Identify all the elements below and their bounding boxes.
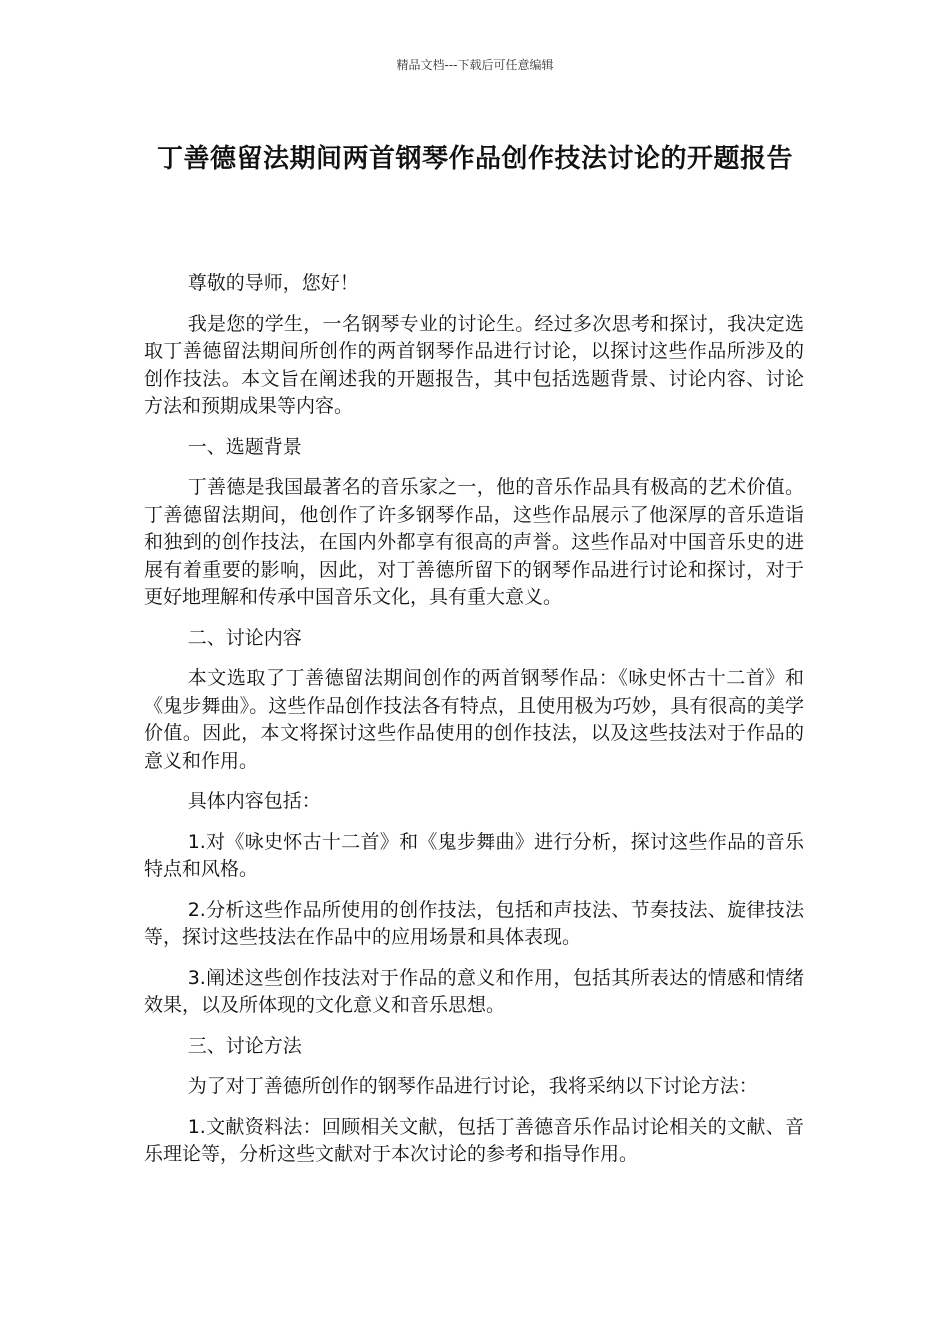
section-heading-method: 三、讨论方法: [187, 1034, 302, 1057]
method-item-1: 1.文献资料法：回顾相关文献，包括丁善德音乐作品讨论相关的文献、音乐理论等，分析这些文献对于本次讨论的参考和指导作用。: [144, 1115, 804, 1165]
section-heading-content: 二、讨论内容: [187, 626, 302, 649]
intro-paragraph: 我是您的学生，一名钢琴专业的讨论生。经过多次思考和探讨，我决定选取丁善德留法期间所创作的两首钢琴作品进行讨论，以探讨这些作品所涉及的创作技法。本文旨在阐述我的开题报告，其中包括选题背景、讨论内容、讨论方法和预期成果等内容。: [144, 312, 804, 417]
background-paragraph: 丁善德是我国最著名的音乐家之一，他的音乐作品具有极高的艺术价值。丁善德留法期间，他创作了许多钢琴作品，这些作品展示了他深厚的音乐造诣和独到的创作技法，在国内外都享有很高的声誉。这些作品对中国音乐史的进展有着重要的影响，因此，对丁善德所留下的钢琴作品进行讨论和探讨，对于更好地理解和传承中国音乐文化，具有重大意义。: [144, 476, 804, 608]
content-item-1: 1.对《咏史怀古十二首》和《鬼步舞曲》进行分析，探讨这些作品的音乐特点和风格。: [144, 830, 804, 880]
content-paragraph: 本文选取了丁善德留法期间创作的两首钢琴作品：《咏史怀古十二首》和《鬼步舞曲》。这些作品创作技法各有特点，且使用极为巧妙，具有很高的美学价值。因此，本文将探讨这些作品使用的创作技法，以及这些技法对于作品的意义和作用。: [144, 667, 804, 772]
content-list-intro: 具体内容包括：: [187, 790, 321, 812]
method-intro: 为了对丁善德所创作的钢琴作品进行讨论，我将采纳以下讨论方法：: [187, 1075, 758, 1097]
document-title: 丁善德留法期间两首钢琴作品创作技法讨论的开题报告: [156, 144, 793, 174]
content-item-2: 2.分析这些作品所使用的创作技法，包括和声技法、节奏技法、旋律技法等，探讨这些技法在作品中的应用场景和具体表现。: [144, 898, 804, 948]
content-item-3: 3.阐述这些创作技法对于作品的意义和作用，包括其所表达的情感和情绪效果，以及所体现的文化意义和音乐思想。: [144, 966, 804, 1016]
greeting: 尊敬的导师，您好！: [187, 272, 359, 294]
section-heading-background: 一、选题背景: [187, 435, 302, 458]
header-note: 精品文档---下载后可任意编辑: [396, 58, 554, 72]
document-body: [144, 270, 804, 1182]
